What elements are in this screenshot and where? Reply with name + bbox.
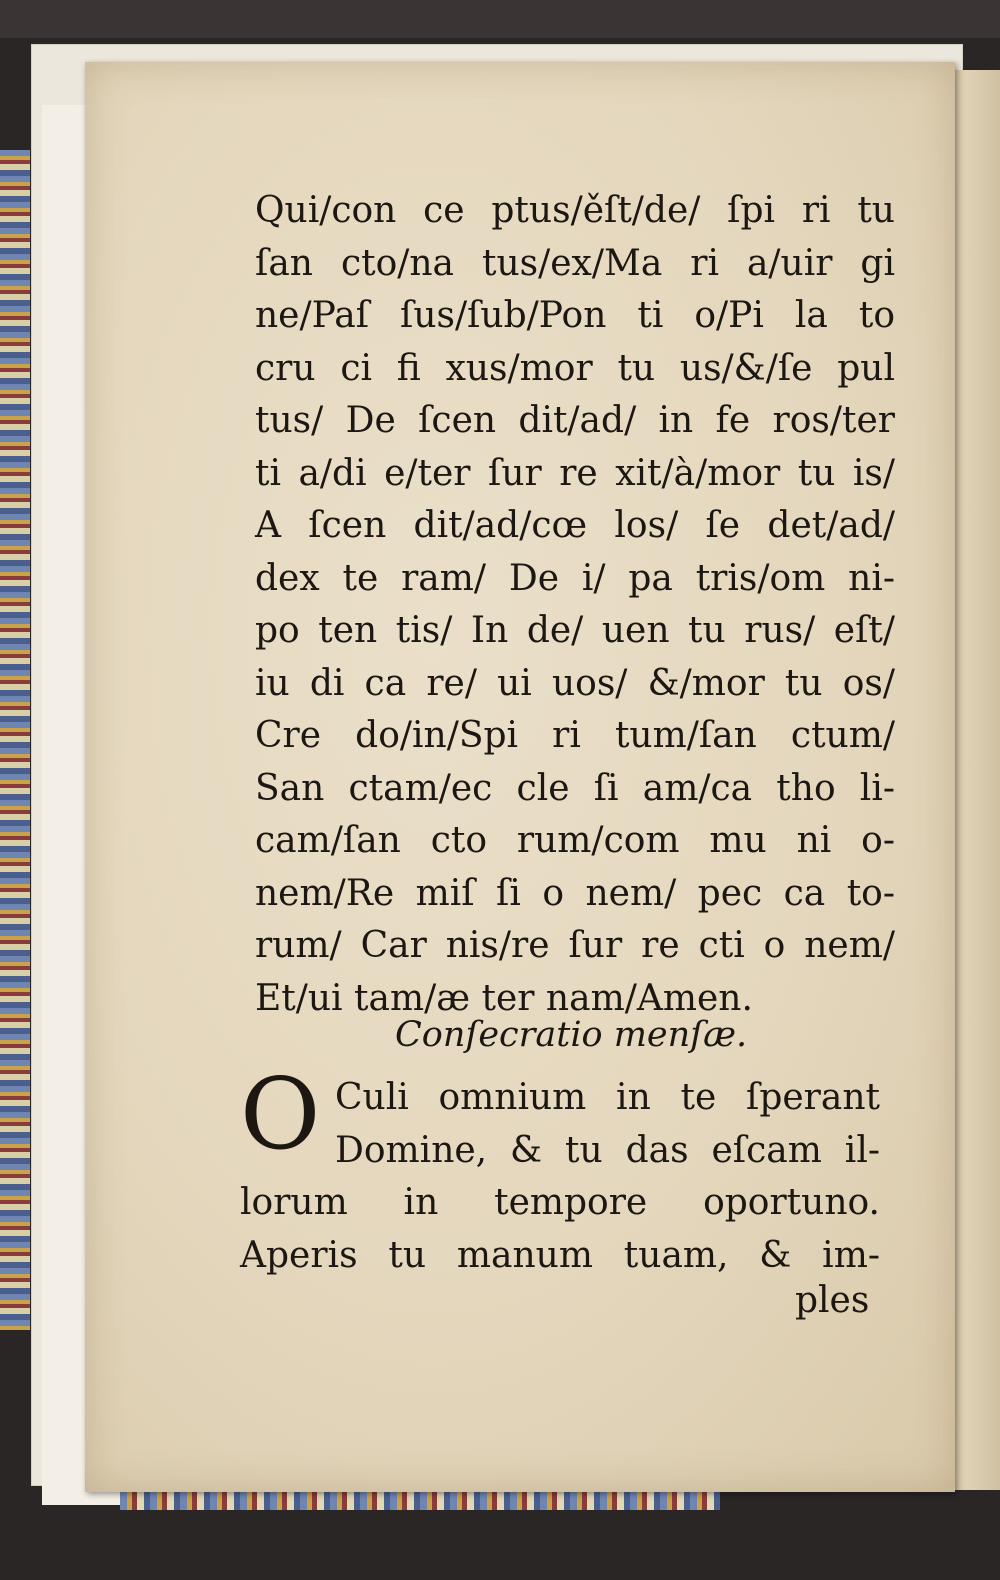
text-line: Cre do/in/Spi ri tum/ſan ctum/ (255, 715, 895, 756)
marbled-endpaper-left (0, 150, 30, 1330)
drop-initial: O (240, 1058, 321, 1172)
text-line: cru ci fi xus/mor tu us/&/ſe pul (255, 347, 895, 389)
prayer-full-lines (240, 1177, 880, 1282)
text-line: rum/ Car nis/re ſur re cti o nem/ (255, 925, 895, 966)
text-line: ſan cto/na tus/ex/Ma ri a/uir gi (255, 242, 895, 284)
text-line: San ctam/ec cle ſi am/ca tho li- (255, 767, 895, 809)
text-line: ti a/di e/ter ſur re xit/à/mor tu is/ (255, 452, 895, 494)
text-line: A ſcen dit/ad/cœ los/ ſe det/ad/ (255, 505, 895, 546)
text-line: Et/ui tam/æ ter nam/Amen. (255, 977, 753, 1019)
text-line: Culi omnium in te ſperant (335, 1077, 880, 1118)
book-cover-top (0, 0, 1000, 38)
creed-text (255, 185, 895, 1025)
text-line: po ten tis/ In de/ uen tu rus/ eſt/ (255, 610, 895, 651)
text-line: lorum in tempore oportuno. (240, 1182, 880, 1223)
text-line: ne/Paſ ſus/ſub/Pon ti o/Pi la to (255, 295, 895, 336)
text-line: nem/Re miſ ſi o nem/ pec ca to- (255, 872, 895, 914)
text-line: cam/ſan cto rum/com mu ni o- (255, 820, 895, 861)
text-line: tus/ De ſcen dit/ad/ in fe ros/ter (255, 400, 895, 441)
prayer-indented-lines (335, 1072, 880, 1177)
text-line: iu di ca re/ ui uos/ &/mor tu os/ (255, 662, 895, 704)
text-line: dex te ram/ De i/ pa tris/om ni- (255, 557, 895, 599)
catchword: ples (795, 1280, 870, 1321)
section-heading: Conſecratio menſæ. (395, 1015, 748, 1055)
text-line: Qui/con ce ptus/ěſt/de/ ſpi ri tu (255, 190, 895, 231)
text-line: Aperis tu manum tuam, & im- (240, 1234, 880, 1276)
text-line: Domine, & tu das eſcam il- (335, 1129, 880, 1171)
